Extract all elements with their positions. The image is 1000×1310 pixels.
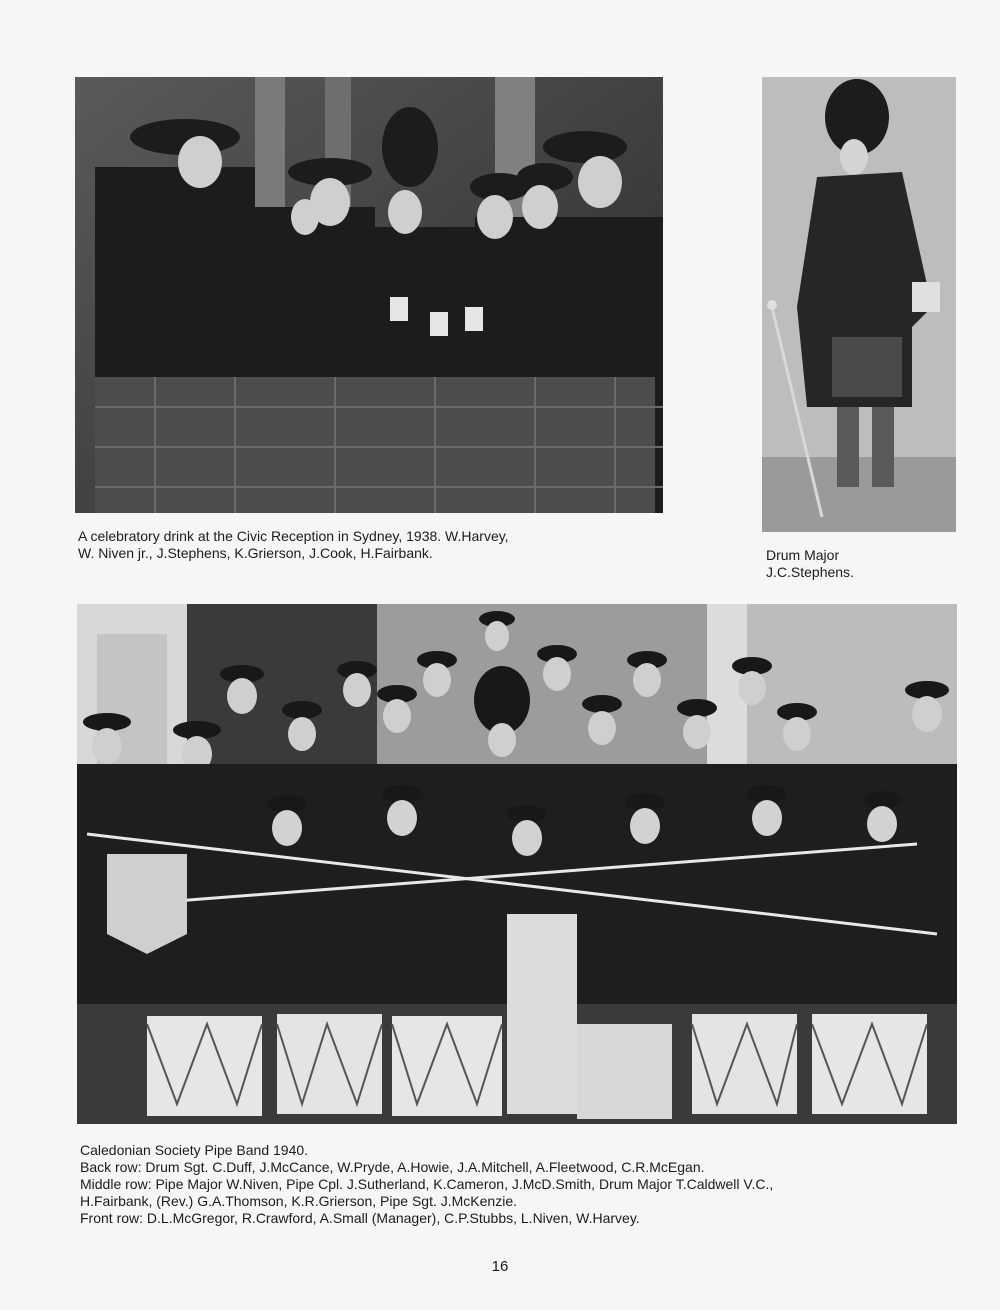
band-caption	[80, 1142, 980, 1227]
reception-caption-line-1: A celebratory drink at the Civic Reception in Sydney, 1938. W.Harvey,	[78, 528, 509, 544]
drum-major-photo	[762, 77, 956, 532]
page-number: 16	[491, 1258, 509, 1275]
band-caption-back-row: Back row: Drum Sgt. C.Duff, J.McCance, W.Pryde, A.Howie, J.A.Mitchell, A.Fleetwood, C.R.McEgan.	[80, 1159, 705, 1175]
band-caption-middle-row-2: H.Fairbank, (Rev.) G.A.Thomson, K.R.Grierson, Pipe Sgt. J.McKenzie.	[80, 1193, 517, 1209]
reception-caption-line-2: W. Niven jr., J.Stephens, K.Grierson, J.Cook, H.Fairbank.	[78, 545, 433, 561]
drum-major-caption	[766, 547, 946, 581]
drum-major-caption-line-2: J.C.Stephens.	[766, 564, 854, 580]
reception-caption	[78, 528, 648, 562]
band-caption-middle-row-1: Middle row: Pipe Major W.Niven, Pipe Cpl. J.Sutherland, K.Cameron, J.McD.Smith, Drum Major T.Caldwell V.C.,	[80, 1176, 774, 1192]
band-photo	[77, 604, 957, 1124]
drum-major-photo-image	[762, 77, 956, 532]
band-caption-front-row: Front row: D.L.McGregor, R.Crawford, A.Small (Manager), C.P.Stubbs, L.Niven, W.Harvey.	[80, 1210, 640, 1226]
reception-photo	[75, 77, 663, 513]
band-photo-image	[77, 604, 957, 1124]
drum-major-caption-line-1: Drum Major	[766, 547, 840, 563]
band-caption-title: Caledonian Society Pipe Band 1940.	[80, 1142, 309, 1158]
reception-photo-image	[75, 77, 663, 513]
